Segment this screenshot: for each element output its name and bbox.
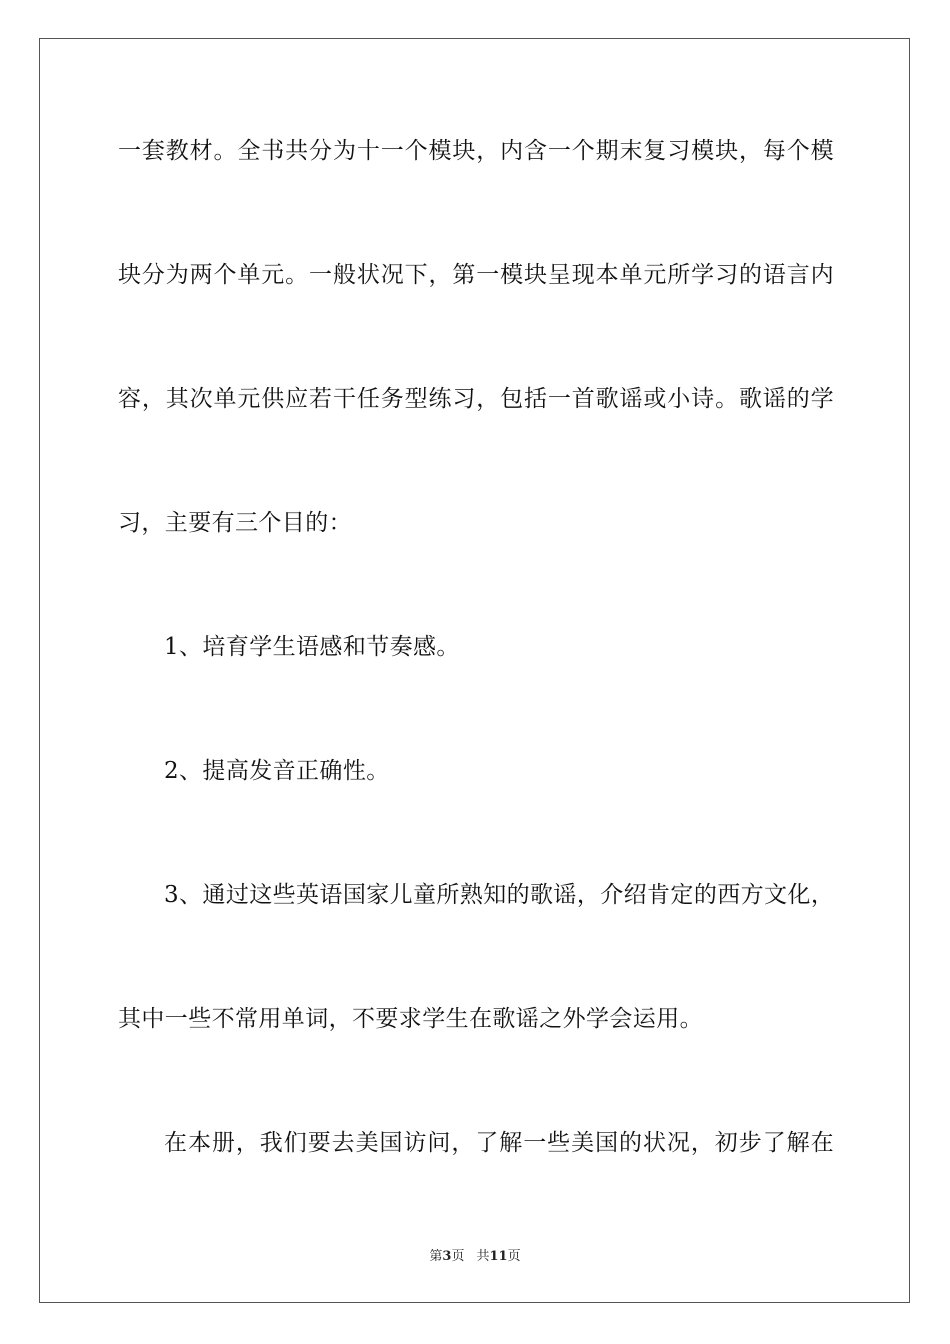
list-item-1: 1、培育学生语感和节奏感。: [164, 634, 460, 660]
list-item-3: 3、通过这些英语国家儿童所熟知的歌谣，介绍肯定的西方文化，: [164, 882, 835, 908]
page-border: [39, 38, 910, 1303]
page-label-prefix: 第: [429, 1249, 443, 1264]
body-text-line-4: 习，主要有三个目的：: [118, 510, 352, 536]
page-number: 3: [442, 1249, 452, 1264]
list-item-2: 2、提高发音正确性。: [164, 758, 390, 784]
page-footer: [0, 1248, 950, 1266]
body-text-line-8: 其中一些不常用单词，不要求学生在歌谣之外学会运用。: [118, 1006, 703, 1032]
body-text-line-2: 块分为两个单元。一般状况下，第一模块呈现本单元所学习的语言内: [118, 262, 834, 288]
page-label-suffix: 页: [451, 1249, 465, 1264]
total-label-prefix: 共: [476, 1249, 490, 1264]
body-text-line-3: 容，其次单元供应若干任务型练习，包括一首歌谣或小诗。歌谣的学: [118, 386, 834, 412]
body-text-line-1: 一套教材。全书共分为十一个模块，内含一个期末复习模块，每个模: [118, 138, 834, 164]
total-pages: 11: [489, 1249, 508, 1264]
total-label-suffix: 页: [507, 1249, 521, 1264]
body-text-line-9: 在本册，我们要去美国访问，了解一些美国的状况，初步了解在: [164, 1130, 834, 1156]
